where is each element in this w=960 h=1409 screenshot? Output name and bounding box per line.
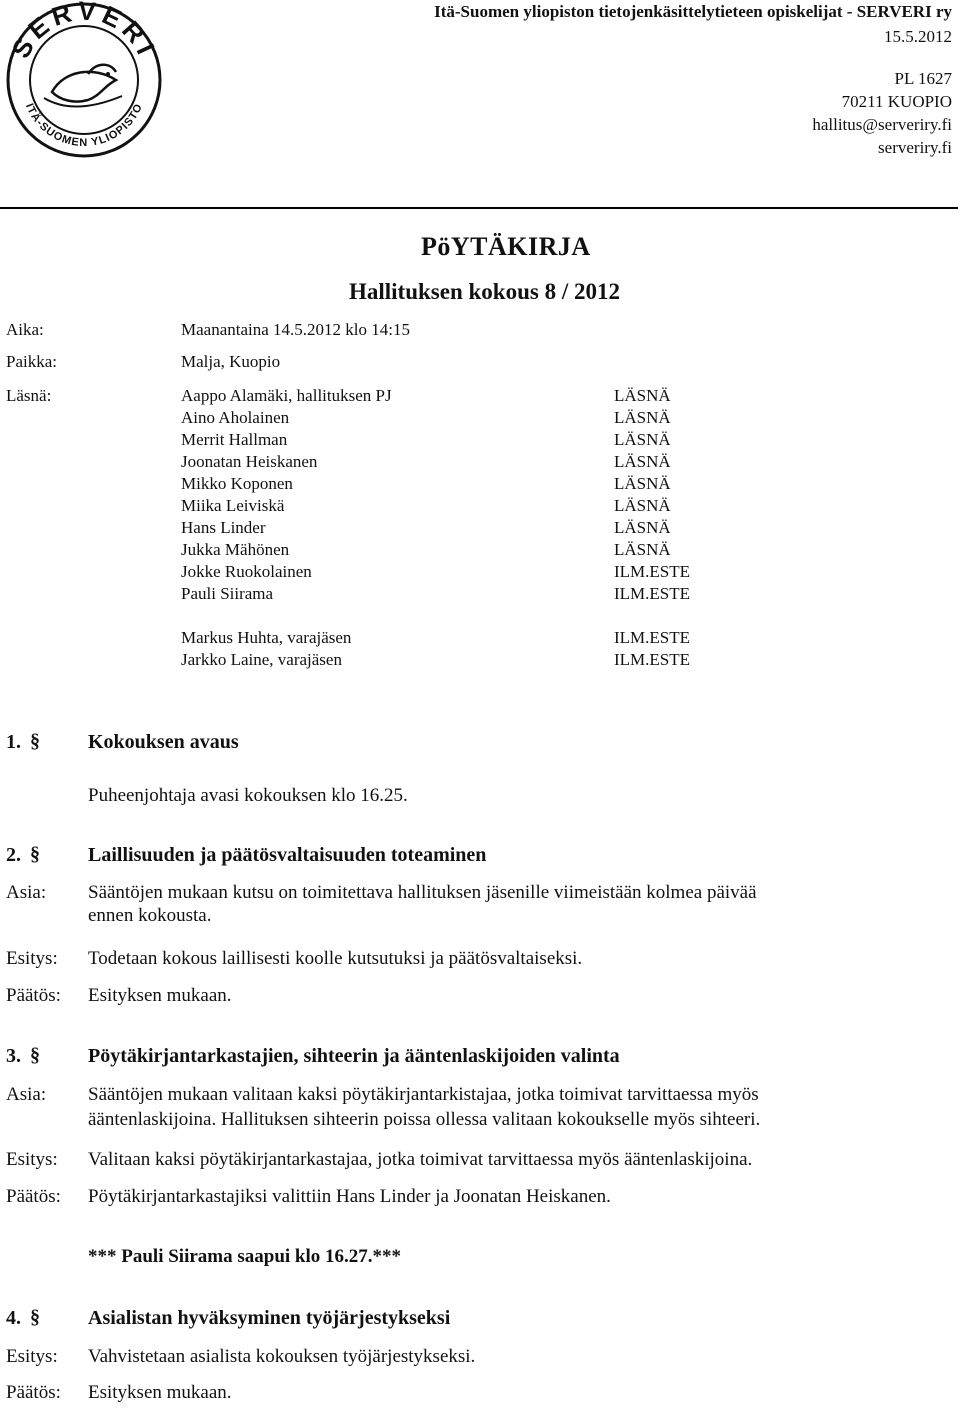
attendee-name: Pauli Siirama (181, 584, 274, 603)
section-3-asia-label: Asia: (6, 1084, 47, 1105)
section-3-asia-line2: ääntenlaskijoina. Hallituksen sihteerin poissa ollessa valitaan kokoukselle myös sihteeri. (88, 1109, 761, 1130)
section-2-paatos-label: Päätös: (6, 985, 61, 1006)
section-4-paatos: Esityksen mukaan. (88, 1382, 232, 1403)
attendee-status: LÄSNÄ (614, 518, 671, 537)
aika-label: Aika: (6, 320, 44, 339)
attendee-name: Joonatan Heiskanen (181, 452, 318, 471)
header-email[interactable]: hallitus@serveriry.fi (812, 115, 952, 134)
attendee-name: Miika Leiviskä (181, 496, 285, 515)
section-sign-icon: § (30, 1306, 40, 1328)
section-1-text: Puheenjohtaja avasi kokouksen klo 16.25. (88, 785, 408, 806)
attendee-name: Jarkko Laine, varajäsen (181, 650, 342, 669)
section-3-title: Pöytäkirjantarkastajien, sihteerin ja ääntenlaskijoiden valinta (88, 1045, 620, 1067)
section-2-esitys-label: Esitys: (6, 948, 58, 969)
aika-value: Maanantaina 14.5.2012 klo 14:15 (181, 320, 410, 339)
section-2-asia-line1: Sääntöjen mukaan kutsu on toimitettava hallituksen jäsenille viimeistään kolmea päivää (88, 882, 757, 903)
section-4-paatos-label: Päätös: (6, 1382, 61, 1403)
paikka-label: Paikka: (6, 352, 57, 371)
attendee-status: LÄSNÄ (614, 408, 671, 427)
svg-text:SERVERI (5, 0, 162, 63)
attendee-name: Mikko Koponen (181, 474, 293, 493)
doc-subtitle: Hallituksen kokous 8 / 2012 (349, 279, 620, 304)
attendee-status: LÄSNÄ (614, 540, 671, 559)
section-2-paatos: Esityksen mukaan. (88, 985, 232, 1006)
attendee-name: Jukka Mähönen (181, 540, 290, 559)
section-sign-icon: § (30, 730, 40, 752)
section-3-asia-line1: Sääntöjen mukaan valitaan kaksi pöytäkirjantarkistajaa, jotka toimivat tarvittaessa myös (88, 1084, 759, 1105)
header-date: 15.5.2012 (884, 27, 952, 46)
section-2-asia-label: Asia: (6, 882, 47, 903)
section-3-paatos: Pöytäkirjantarkastajiksi valittiin Hans Linder ja Joonatan Heiskanen. (88, 1186, 611, 1207)
lasna-label: Läsnä: (6, 386, 52, 405)
section-sign-icon: § (30, 1044, 40, 1066)
doc-title: PöYTÄKIRJA (421, 232, 591, 261)
attendee-status: LÄSNÄ (614, 430, 671, 449)
header-postal: 70211 KUOPIO (841, 92, 952, 111)
header-po-box: PL 1627 (894, 69, 952, 88)
attendee-status: LÄSNÄ (614, 496, 671, 515)
attendee-status: ILM.ESTE (614, 650, 691, 669)
attendee-status: ILM.ESTE (614, 584, 691, 603)
attendee-status: LÄSNÄ (614, 474, 671, 493)
section-sign-icon: § (30, 843, 40, 865)
attendee-name: Hans Linder (181, 518, 266, 537)
section-4-esitys: Vahvistetaan asialista kokouksen työjärjestykseksi. (88, 1346, 476, 1367)
arrival-note: *** Pauli Siirama saapui klo 16.27.*** (88, 1246, 402, 1267)
section-3-esitys-label: Esitys: (6, 1149, 58, 1170)
attendee-status: ILM.ESTE (614, 628, 691, 647)
section-2-asia-line2: ennen kokousta. (88, 905, 212, 926)
attendee-name: Aappo Alamäki, hallituksen PJ (181, 386, 392, 405)
logo-bottom-text: ITÄ-SUOMEN YLIOPISTO (22, 101, 146, 150)
section-4-title: Asialistan hyväksyminen työjärjestykseksi (88, 1307, 451, 1329)
serveri-logo (4, 0, 164, 160)
attendee-name: Aino Aholainen (181, 408, 290, 427)
section-1-number: 1. (6, 731, 21, 753)
section-2-title: Laillisuuden ja päätösvaltaisuuden toteaminen (88, 844, 487, 866)
section-2-number: 2. (6, 844, 21, 866)
paikka-value: Malja, Kuopio (181, 352, 281, 371)
attendee-status: LÄSNÄ (614, 386, 671, 405)
org-name: Itä-Suomen yliopiston tietojenkäsittelytieteen opiskelijat - SERVERI ry (434, 2, 952, 21)
section-2-esitys: Todetaan kokous laillisesti koolle kutsutuksi ja päätösvaltaiseksi. (88, 948, 583, 969)
attendee-name: Merrit Hallman (181, 430, 288, 449)
attendee-status: ILM.ESTE (614, 562, 691, 581)
header-website[interactable]: serveriry.fi (878, 138, 952, 157)
section-3-number: 3. (6, 1045, 21, 1067)
section-3-paatos-label: Päätös: (6, 1186, 61, 1207)
header-divider (0, 207, 958, 209)
section-4-esitys-label: Esitys: (6, 1346, 58, 1367)
attendee-name: Markus Huhta, varajäsen (181, 628, 352, 647)
section-3-esitys: Valitaan kaksi pöytäkirjantarkastajaa, jotka toimivat tarvittaessa myös ääntenlaskijoina. (88, 1149, 753, 1170)
attendee-name: Jokke Ruokolainen (181, 562, 312, 581)
section-4-number: 4. (6, 1307, 21, 1329)
logo-top-text: SERVERI (5, 0, 163, 64)
section-1-title: Kokouksen avaus (88, 731, 239, 753)
attendee-status: LÄSNÄ (614, 452, 671, 471)
